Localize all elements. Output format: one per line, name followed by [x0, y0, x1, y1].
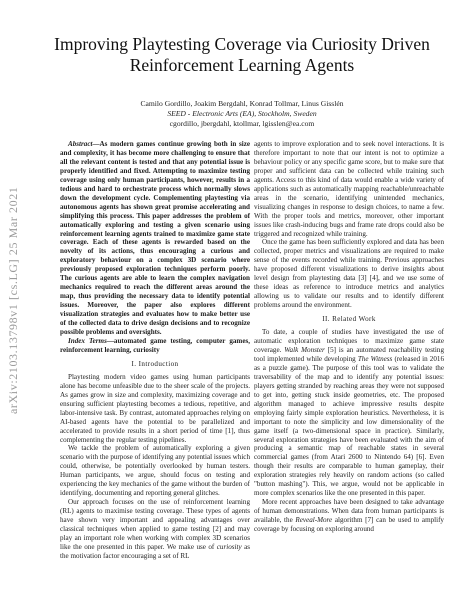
left-column: [60, 140, 250, 561]
section-heading-related-work: II. Related Work: [322, 315, 376, 324]
text-run: More recent approaches have been designed to take advantage of human demonstrations. When data from human participants is available, the: [254, 498, 444, 525]
paragraph: Once the game has been sufficiently explored and data has been collected, proper metrics and visualizations are required to make sense of the events recorded while training. Previous approaches have proposed different visualizations to derive insights about level design from playtesting data [3] [4], and we use some of these ideas as reference to introduce metrics and analytics allowing us to validate our results and to identify different problems around the environment.: [254, 238, 444, 310]
text-run: (released in 2016 as a puzzle game). The purpose of this tool was to validate the traversability of the map and to identify any potential issues: players getting stranded by reaching areas they were not supposed to get into, getting stuck inside geometries, etc. The proposed algorithm managed to achieve impressive results despite employing fairly simple exploration heuristics. Nevertheless, it is important to note the simplicity and low dimensionality of the game itself (a two-dimensional space in practice). Similarly, several exploration strategies have been evaluated with the aim of producing a semantic map of reachable states in several commercial games (from Atari 2600 to Nintendo 64) [6]. Even though their results are comparable to human gameplay, their exploration strategies rely heavily on random actions (so called "button mashing"). This, we argue, would not be applicable in more complex scenarios like the one presented in this paper.: [254, 354, 444, 498]
paragraph: We tackle the problem of automatically exploring a given scenario with the purpose of identifying any potential issues which could, otherwise, be potentially overlooked by human testers. Human participants, we argue, should focus on testing and experiencing the key mechanics of the game without the burden of identifying, documenting and reporting general glitches.: [60, 444, 250, 498]
author-emails: cgordillo, jbergdahl, ktollmar, lgisslen@ea.com: [169, 119, 315, 128]
paragraph: [254, 328, 444, 498]
right-column: [254, 140, 444, 534]
paragraph: [60, 498, 250, 561]
abstract-text: —As modern games continue growing both in size and complexity, it has become more challenging to ensure that all the relevant content is tested and that any potential issue is properly identified and fixed. Attempting to maximize testing coverage using only human participants, however, results in a tedious and hard to orchestrate process which normally slows down the development cycle. Complementing playtesting via autonomous agents has shown great promise accelerating and simplifying this process. This paper addresses the problem of automatically exploring and testing a given scenario using reinforcement learning agents trained to maximize game state coverage. Each of these agents is rewarded based on the novelty of its actions, thus encouraging a curious and exploratory behaviour on a complex 3D scenario where previously proposed exploration techniques perform poorly. The curious agents are able to learn the complex navigation mechanics required to reach the different areas around the map, thus providing the necessary data to identify potential issues. Moreover, the paper also explores different visualization strategies and evaluates how to make better use of the collected data to drive design decisions and to recognize possible problems and oversights.: [60, 140, 250, 337]
index-terms: [60, 337, 250, 355]
arxiv-identifier: arXiv:2103.13798v1 [cs.LG] 25 Mar 2021: [6, 186, 20, 414]
abstract-label: Abstract: [68, 140, 93, 148]
emphasis: The Witness: [357, 354, 393, 363]
emphasis: Reveal-More: [295, 516, 333, 525]
section-heading-introduction: I. Introduction: [131, 359, 179, 368]
text-run: algorithm [7] can be used to amplify coverage by focusing on exploring around: [254, 516, 444, 534]
emphasis: Walk Monster: [284, 345, 325, 354]
paragraph: Playtesting modern video games using human participants alone has become unfeasible due to the sheer scale of the projects. As games grow in size and complexity, maximizing coverage and ensuring sufficient playtesting becomes a tedious, repetitive, and labor-intensive task. By contrast, automated approaches relying on AI-based agents have the potential to be parallelized and accelerated to provide results in a short period of time [1], thus complementing the regular testing pipelines.: [60, 372, 250, 444]
index-terms-label: Index Terms: [68, 336, 107, 345]
abstract: [60, 140, 250, 337]
paper-title: Improving Playtesting Coverage via Curiosity Driven Reinforcement Learning Agents: [54, 34, 430, 75]
paragraph: agents to improve exploration and to seek novel interactions. It is therefore important to note that our intent is not to optimize a behaviour policy or any specific game score, but to make sure that proper and sufficient data can be collected while training such agents. Access to this kind of data would enable a wide variety of applications such as automatically mapping reachable/unreachable areas in the scenario, identifying unintended mechanics, visualizing changes in response to design choices, to name a few. With the proper tools and metrics, moreover, other important issues like crash-inducing bugs and frame rate drops could also be triggered and recognized while training.: [254, 140, 444, 238]
text-run: [5] is an automated reachability testing tool implemented while developing: [254, 345, 444, 363]
text-run: Our approach focuses on the use of reinforcement learning (RL) agents to maximise testing coverage. These types of agents have shown very important and appealing advantages over classical techniques when applied to game testing [2] and may play an important role when working with complex 3D scenarios like the one presented in this paper. We make use of: [60, 498, 250, 551]
affiliation: SEED - Electronic Arts (EA), Stockholm, Sweden: [167, 109, 317, 118]
text-run: To date, a couple of studies have investigated the use of automatic exploration techniques to maximize game state coverage.: [254, 328, 444, 354]
emphasis: curiosity: [216, 542, 242, 551]
author-block: [40, 99, 444, 129]
text-run: as the motivation factor encouraging a set of RL: [60, 542, 250, 560]
paragraph: [254, 498, 444, 534]
index-terms-text: —automated game testing, computer games, reinforcement learning, curiosity: [60, 336, 250, 354]
author-list: Camilo Gordillo, Joakim Bergdahl, Konrad Tollmar, Linus Gisslén: [140, 99, 344, 108]
